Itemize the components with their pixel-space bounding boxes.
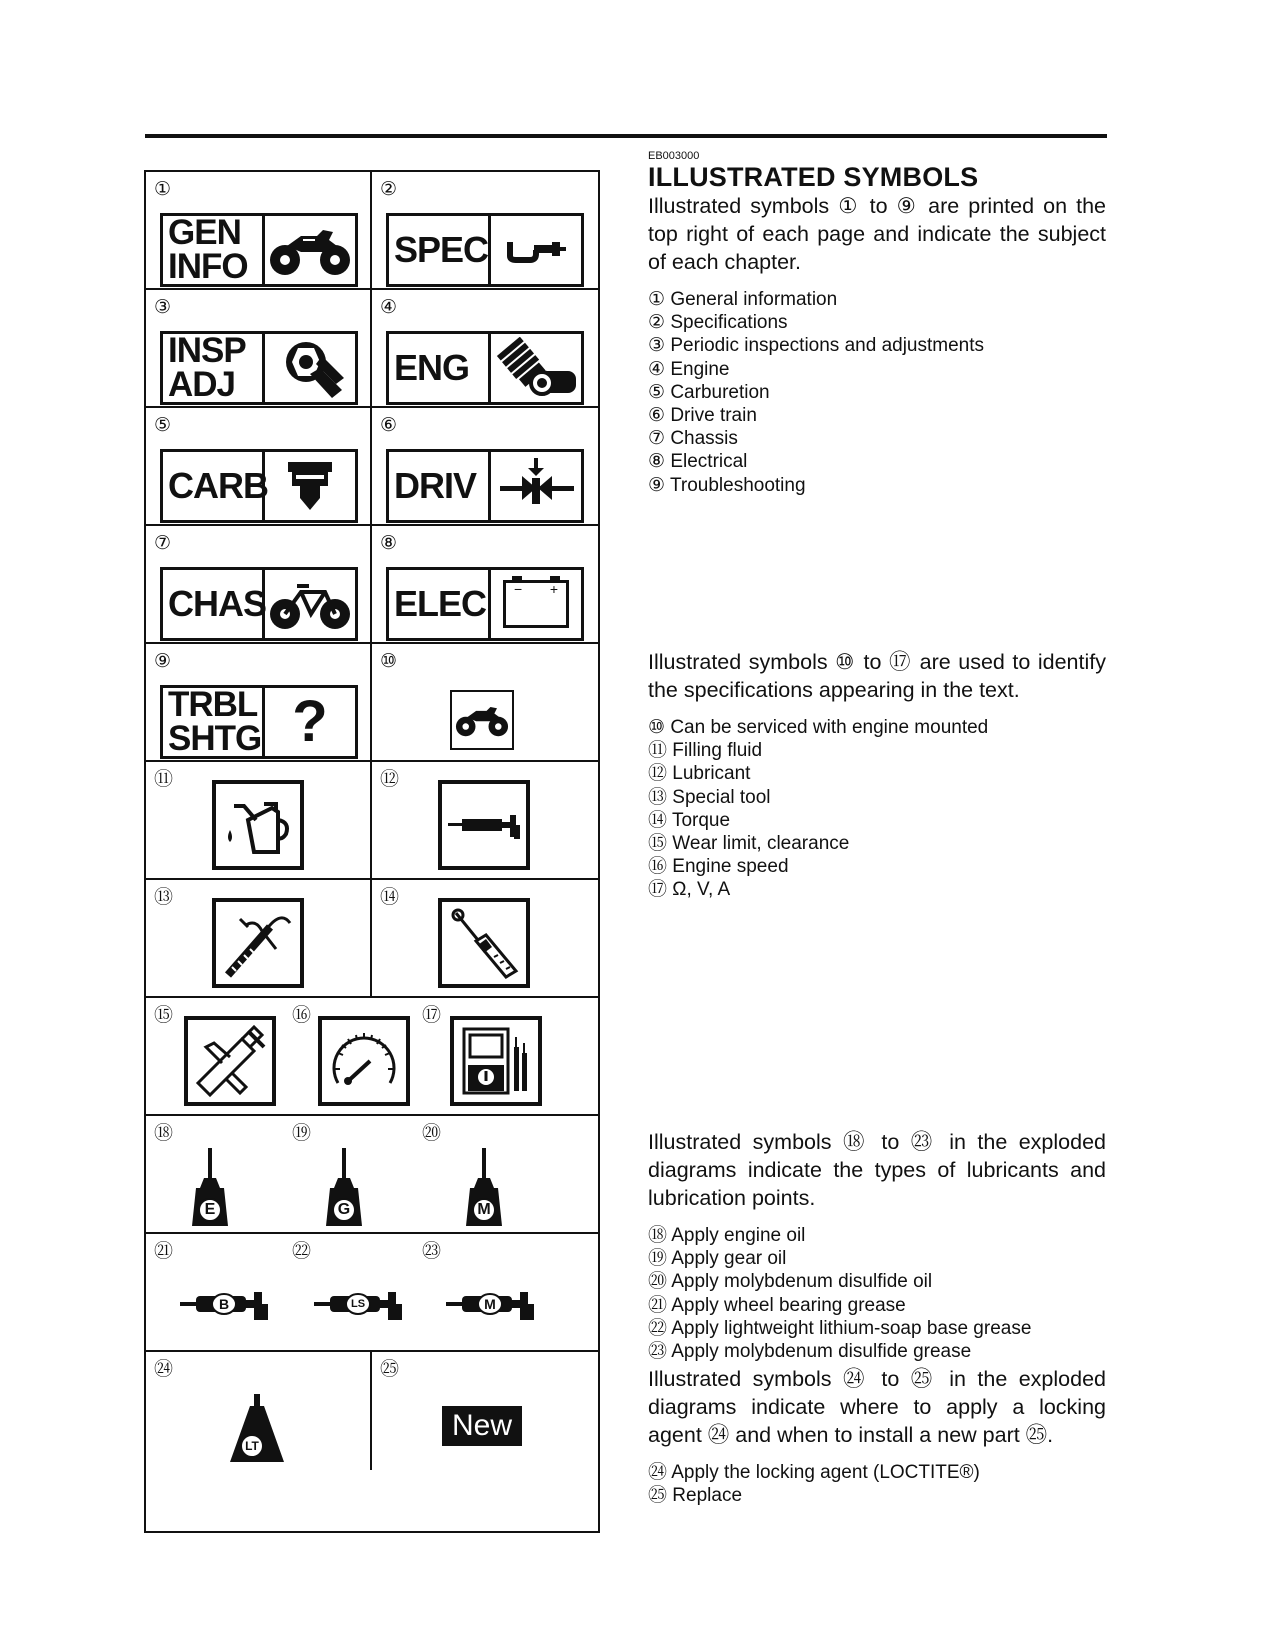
new-label: New [451, 1409, 512, 1442]
grid-row [146, 880, 598, 998]
page-title: ILLUSTRATED SYMBOLS [648, 162, 979, 192]
section-spec-symbols [648, 648, 1106, 902]
symbol-number: ⑦ [154, 533, 172, 554]
symbol-number: ⑫ [380, 769, 400, 790]
list-item: ㉔ Apply the locking agent (LOCTITE®) [648, 1462, 980, 1484]
badge-drive-train [386, 449, 584, 523]
list-item: ⑯ Engine speed [648, 856, 789, 878]
badge-label: ENG [394, 347, 470, 388]
list-item: ㉕ Replace [648, 1485, 743, 1507]
list-item: ㉒ Apply lightweight lithium-soap base grease [648, 1317, 1032, 1339]
badge-label: ADJ [168, 365, 236, 404]
symbol-number: ㉕ [380, 1359, 400, 1380]
list-item: ① General information [648, 289, 838, 310]
grid-row [146, 526, 598, 644]
grid-cell-12 [372, 762, 598, 878]
caliper-gauge-icon [491, 216, 581, 284]
oil-can-icon [212, 780, 304, 870]
badge-chassis [160, 567, 358, 641]
grid-cell-1 [146, 172, 372, 288]
wrench-icon [265, 334, 355, 402]
list-item: ⑤ Carburetion [648, 381, 770, 403]
symbol-grid [144, 170, 600, 1533]
badge-label: TRBL [168, 685, 258, 724]
engine-mounted-icon [450, 690, 514, 750]
lubricant-letter: E [204, 1201, 216, 1218]
symbol-number: ⑩ [380, 651, 398, 672]
grid-cell-2 [372, 172, 598, 288]
list-item: ② Specifications [648, 312, 788, 334]
tachometer-icon [318, 1016, 410, 1106]
list-item: ⑦ Chassis [648, 428, 738, 450]
torque-wrench-icon [438, 898, 530, 988]
battery-minus: − [514, 581, 523, 597]
grid-cell-14 [372, 880, 598, 996]
symbol-number: ㉑ [154, 1241, 174, 1262]
oil-can-gear-oil-icon [320, 1148, 368, 1228]
grid-row [146, 172, 598, 290]
symbol-number: ㉒ [292, 1241, 312, 1262]
symbol-number: ⑳ [422, 1123, 442, 1144]
symbol-number: ⑯ [292, 1005, 312, 1026]
lubricant-letter: LT [245, 1439, 259, 1453]
list-item: ⑥ Drive train [648, 405, 757, 427]
grease-gun-icon [438, 780, 530, 870]
new-part-badge [442, 1406, 522, 1446]
grease-lithium-soap-icon [314, 1286, 406, 1322]
list-item: ⑭ Torque [648, 809, 731, 831]
chapter-symbol-list [648, 288, 1106, 497]
symbol-number: ⑬ [154, 887, 174, 908]
list-item: ⑬ Special tool [648, 786, 771, 808]
badge-label: SPEC [394, 229, 489, 270]
grid-cell-7 [146, 526, 372, 642]
badge-label: CARB [168, 465, 268, 506]
list-item: ⑲ Apply gear oil [648, 1248, 787, 1270]
symbol-number: ② [380, 179, 398, 200]
list-item: ⑪ Filling fluid [648, 740, 763, 762]
grid-cell-9 [146, 644, 372, 760]
symbol-number: ⑱ [154, 1123, 174, 1144]
grid-cell-24 [146, 1352, 372, 1470]
question-mark: ? [292, 689, 328, 754]
section-lubricant-symbols [648, 1128, 1106, 1508]
symbol-number: ④ [380, 297, 398, 318]
badge-periodic-inspections [160, 331, 358, 405]
symbol-number: ⑰ [422, 1005, 442, 1026]
symbol-number: ⑭ [380, 887, 400, 908]
chassis-frame-icon [265, 570, 355, 638]
engine-cylinder-icon [491, 334, 581, 402]
intro-paragraph: Illustrated symbols ⑱ to ㉓ in the exploded diagrams indicate the types of lubricants and lubrication points. [648, 1130, 1106, 1210]
battery-icon [491, 570, 581, 638]
grid-cell-4 [372, 290, 598, 406]
intro-paragraph: Illustrated symbols ㉔ to ㉕ in the exploded diagrams indicate where to apply a locking agent ㉔ and when to install a new part ㉕. [648, 1367, 1106, 1448]
lubricant-letter: LS [350, 1298, 366, 1310]
lubricant-letter: B [218, 1296, 230, 1312]
list-item: ⑩ Can be serviced with engine mounted [648, 717, 989, 738]
grid-row [146, 998, 598, 1116]
list-item: ⑨ Troubleshooting [648, 474, 806, 496]
symbol-number: ⑤ [154, 415, 172, 436]
locking-agent-icon [226, 1394, 288, 1464]
badge-label: INSP [168, 331, 246, 370]
grid-cell-5 [146, 408, 372, 524]
list-item: ⑳ Apply molybdenum disulfide oil [648, 1271, 933, 1293]
oil-can-engine-oil-icon [186, 1148, 234, 1228]
lubricant-letter: M [477, 1201, 491, 1218]
multimeter-icon [450, 1016, 542, 1106]
lubricant-letter: G [337, 1201, 351, 1218]
grid-cell-10 [372, 644, 598, 760]
atv-icon [265, 216, 355, 284]
grid-cell-6 [372, 408, 598, 524]
grid-row [146, 408, 598, 526]
grid-row [146, 1234, 598, 1352]
list-item: ⑮ Wear limit, clearance [648, 833, 850, 855]
lubricant-symbol-list [648, 1224, 1106, 1363]
question-mark-icon [265, 688, 355, 756]
badge-engine [386, 331, 584, 405]
badge-label: SHTG [168, 719, 262, 758]
badge-carburetion [160, 449, 358, 523]
symbol-number: ⑪ [154, 769, 174, 790]
symbol-number: ㉔ [154, 1359, 174, 1380]
grid-row [146, 644, 598, 762]
list-item: ⑧ Electrical [648, 451, 748, 473]
oil-can-moly-oil-icon [460, 1148, 508, 1228]
badge-troubleshooting [160, 685, 358, 759]
badge-label: ELEC [394, 583, 487, 624]
grid-row [146, 1352, 598, 1531]
symbol-number: ③ [154, 297, 172, 318]
list-item: ㉓ Apply molybdenum disulfide grease [648, 1341, 972, 1363]
grease-moly-icon [446, 1286, 538, 1322]
vernier-caliper-icon [184, 1016, 276, 1106]
section-header [648, 150, 1106, 192]
grid-cell-8 [372, 526, 598, 642]
intro-paragraph: Illustrated symbols ⑩ to ⑰ are used to identify the specifications appearing in the text. [648, 650, 1106, 702]
symbol-number: ⑲ [292, 1123, 312, 1144]
list-item: ⑫ Lubricant [648, 763, 751, 785]
intro-paragraph: Illustrated symbols ① to ⑨ are printed on the top right of each page and indicate the subject of each chapter. [648, 194, 1106, 274]
symbol-number: ① [154, 179, 172, 200]
symbol-number: ⑥ [380, 415, 398, 436]
badge-general-information [160, 213, 358, 287]
grid-row [146, 290, 598, 408]
badge-electrical [386, 567, 584, 641]
badge-label: INFO [168, 247, 248, 286]
grid-row [146, 1116, 598, 1234]
section-chapter-symbols [648, 192, 1106, 497]
list-item: ⑰ Ω, V, A [648, 879, 731, 901]
list-item: ⑱ Apply engine oil [648, 1225, 806, 1246]
symbol-number: ⑨ [154, 651, 172, 672]
list-item: ③ Periodic inspections and adjustments [648, 335, 985, 357]
document-code: EB003000 [648, 150, 700, 162]
header-rule [145, 134, 1107, 138]
grease-wheel-bearing-icon [180, 1286, 272, 1322]
symbol-number: ㉓ [422, 1241, 442, 1262]
list-item: ④ Engine [648, 358, 730, 380]
lubricant-letter: M [484, 1296, 496, 1312]
grid-row [146, 762, 598, 880]
badge-label: CHAS [168, 583, 267, 624]
symbol-number: ⑧ [380, 533, 398, 554]
carburetor-icon [265, 452, 355, 520]
special-tool-icon [212, 898, 304, 988]
badge-label: GEN [168, 213, 241, 252]
grid-cell-11 [146, 762, 372, 878]
drive-shaft-icon [491, 452, 581, 520]
badge-label: DRIV [394, 465, 477, 506]
grid-cell-3 [146, 290, 372, 406]
grid-cell-13 [146, 880, 372, 996]
locking-symbol-list [648, 1461, 1106, 1507]
symbol-number: ⑮ [154, 1005, 174, 1026]
battery-plus: + [549, 581, 558, 597]
list-item: ㉑ Apply wheel bearing grease [648, 1294, 906, 1316]
spec-symbol-list [648, 716, 1106, 902]
badge-specifications [386, 213, 584, 287]
grid-cell-25 [370, 1352, 596, 1470]
